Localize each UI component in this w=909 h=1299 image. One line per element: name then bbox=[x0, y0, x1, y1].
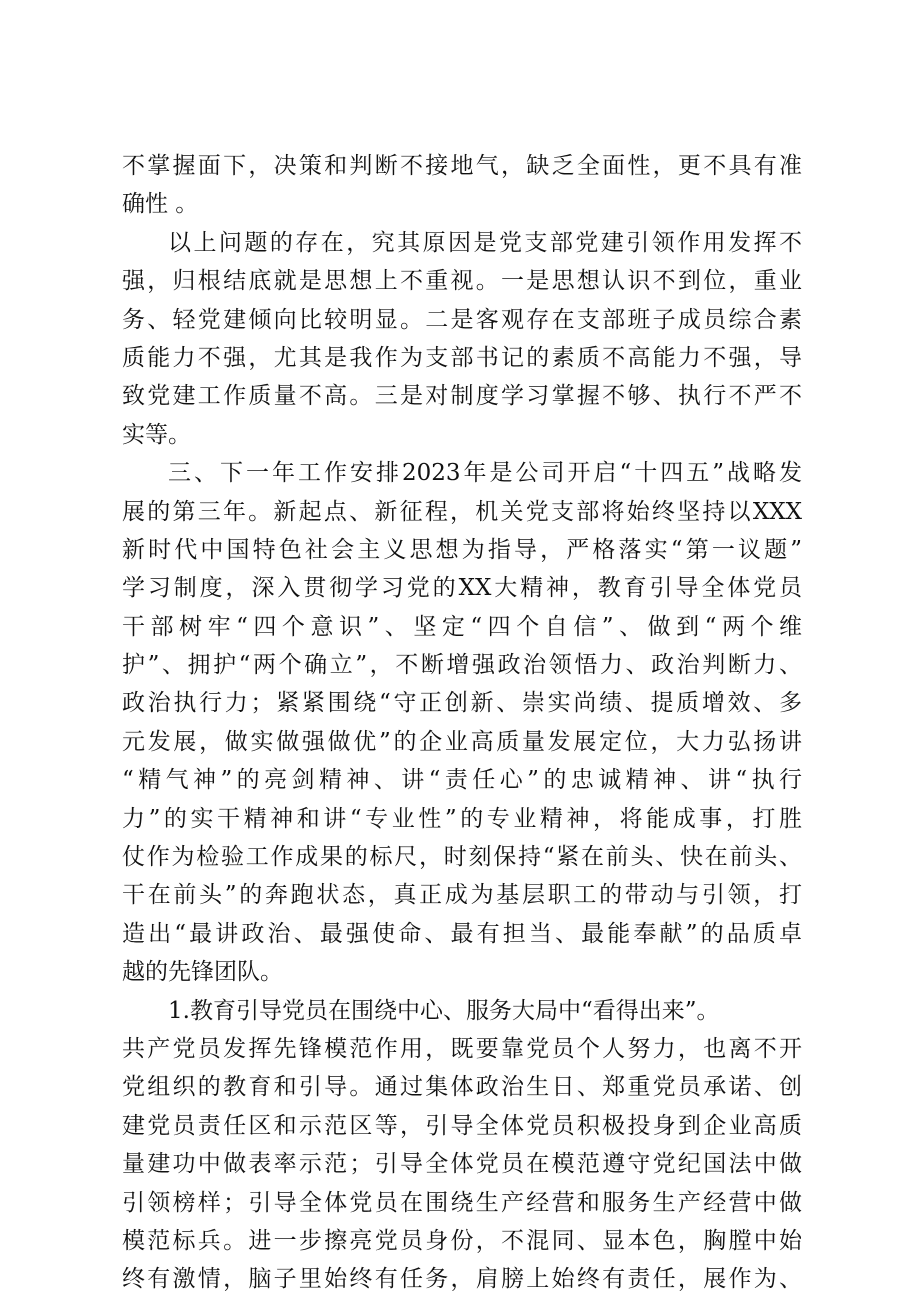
text-line: 量建功中做表率示范；引导全体党员在模范遵守党纪国法中做 bbox=[122, 1151, 802, 1178]
text-line: 共产党员发挥先锋模范作用，既要靠党员个人努力，也离不开 bbox=[122, 1035, 802, 1062]
text-line: 学习制度，深入贯彻学习党的XX大精神，教育引导全体党员 bbox=[122, 575, 802, 602]
text-line: 元发展，做实做强做优”的企业高质量发展定位，大力弘扬讲 bbox=[122, 728, 802, 755]
paragraph-start-line: 以上问题的存在，究其原因是党支部党建引领作用发挥不 bbox=[168, 229, 802, 256]
text-line: 仗作为检验工作成果的标尺，时刻保持“紧在前头、快在前头、 bbox=[122, 844, 802, 871]
text-line: 终有激情，脑子里始终有任务，肩膀上始终有责任，展作为、 bbox=[122, 1266, 802, 1293]
text-line: 越的先锋团队。 bbox=[122, 959, 283, 986]
text-line: 造出“最讲政治、最强使命、最有担当、最能奉献”的品质卓 bbox=[122, 920, 802, 947]
text-line: 展的第三年。新起点、新征程，机关党支部将始终坚持以XXX bbox=[122, 498, 802, 525]
text-line: 实等。 bbox=[122, 421, 191, 448]
text-line: 建党员责任区和示范区等，引导全体党员积极投身到企业高质 bbox=[122, 1112, 802, 1139]
text-line: 致党建工作质量不高。三是对制度学习掌握不够、执行不严不 bbox=[122, 383, 802, 410]
text-line: 干在前头”的奔跑状态，真正成为基层职工的带动与引领，打 bbox=[122, 882, 802, 909]
text-line: 引领榜样；引导全体党员在围绕生产经营和服务生产经营中做 bbox=[122, 1189, 802, 1216]
text-line: 力”的实干精神和讲“专业性”的专业精神，将能成事，打胜 bbox=[122, 805, 802, 832]
text-line: 质能力不强，尤其是我作为支部书记的素质不高能力不强，导 bbox=[122, 344, 802, 371]
text-line: 确性 。 bbox=[122, 191, 199, 218]
document-body bbox=[122, 147, 802, 1299]
text-line: 干部树牢“四个意识”、坚定“四个自信”、做到“两个维 bbox=[122, 613, 802, 640]
text-line: 新时代中国特色社会主义思想为指导，严格落实“第一议题” bbox=[122, 536, 802, 563]
subsection-heading-line: 1.教育引导党员在围绕中心、服务大局中“看得出来”。 bbox=[168, 997, 720, 1024]
text-line: “精气神”的亮剑精神、讲“责任心”的忠诚精神、讲“执行 bbox=[122, 767, 802, 794]
text-line: 护”、拥护“两个确立”，不断增强政治领悟力、政治判断力、 bbox=[122, 652, 802, 679]
text-line: 强，归根结底就是思想上不重视。一是思想认识不到位，重业 bbox=[122, 268, 802, 295]
text-line: 不掌握面下，决策和判断不接地气，缺乏全面性，更不具有准 bbox=[122, 153, 802, 179]
text-line: 务、轻党建倾向比较明显。二是客观存在支部班子成员综合素 bbox=[122, 306, 802, 333]
section-heading-line: 三、下一年工作安排2023年是公司开启“十四五”战略发 bbox=[168, 460, 802, 487]
text-line: 党组织的教育和引导。通过集体政治生日、郑重党员承诺、创 bbox=[122, 1074, 802, 1101]
text-line: 政治执行力；紧紧围绕“守正创新、崇实尚绩、提质增效、多 bbox=[122, 690, 802, 717]
text-line: 模范标兵。进一步擦亮党员身份，不混同、显本色，胸膛中始 bbox=[122, 1227, 802, 1254]
